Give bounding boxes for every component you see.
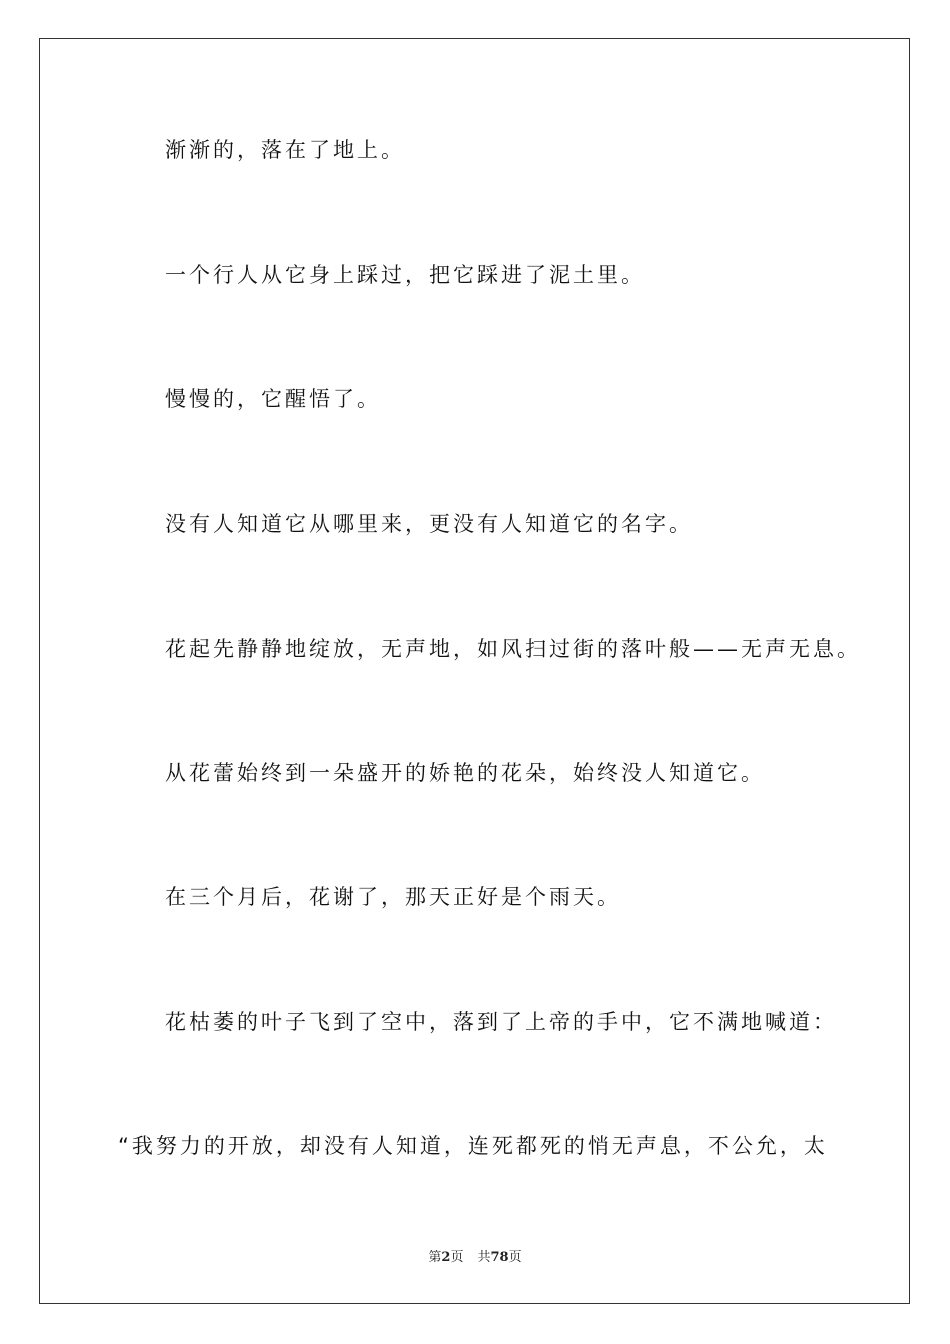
paragraph-6: 从花蕾始终到一朵盛开的娇艳的花朵，始终没人知道它。	[165, 761, 765, 785]
paragraph-4: 没有人知道它从哪里来，更没有人知道它的名字。	[165, 512, 693, 536]
page-total-number: 78	[490, 1250, 509, 1265]
page-suffix: 页	[450, 1250, 464, 1265]
paragraph-7: 在三个月后，花谢了，那天正好是个雨天。	[165, 885, 621, 909]
page-current-number: 2	[441, 1250, 451, 1265]
paragraph-3: 慢慢的，它醒悟了。	[165, 387, 381, 411]
paragraph-2: 一个行人从它身上踩过，把它踩进了泥土里。	[165, 263, 645, 287]
paragraph-1: 渐渐的，落在了地上。	[165, 138, 405, 162]
total-prefix: 共	[477, 1250, 491, 1265]
paragraph-5: 花起先静静地绽放，无声地，如风扫过街的落叶般——无声无息。	[165, 637, 861, 661]
total-suffix: 页	[508, 1250, 522, 1265]
page-footer	[0, 1246, 950, 1265]
page-border	[39, 38, 910, 1304]
paragraph-8: 花枯萎的叶子飞到了空中，落到了上帝的手中，它不满地喊道：	[165, 1010, 837, 1034]
paragraph-9: “我努力的开放，却没有人知道，连死都死的悄无声息，不公允，太	[118, 1134, 828, 1158]
page-prefix: 第	[428, 1250, 442, 1265]
